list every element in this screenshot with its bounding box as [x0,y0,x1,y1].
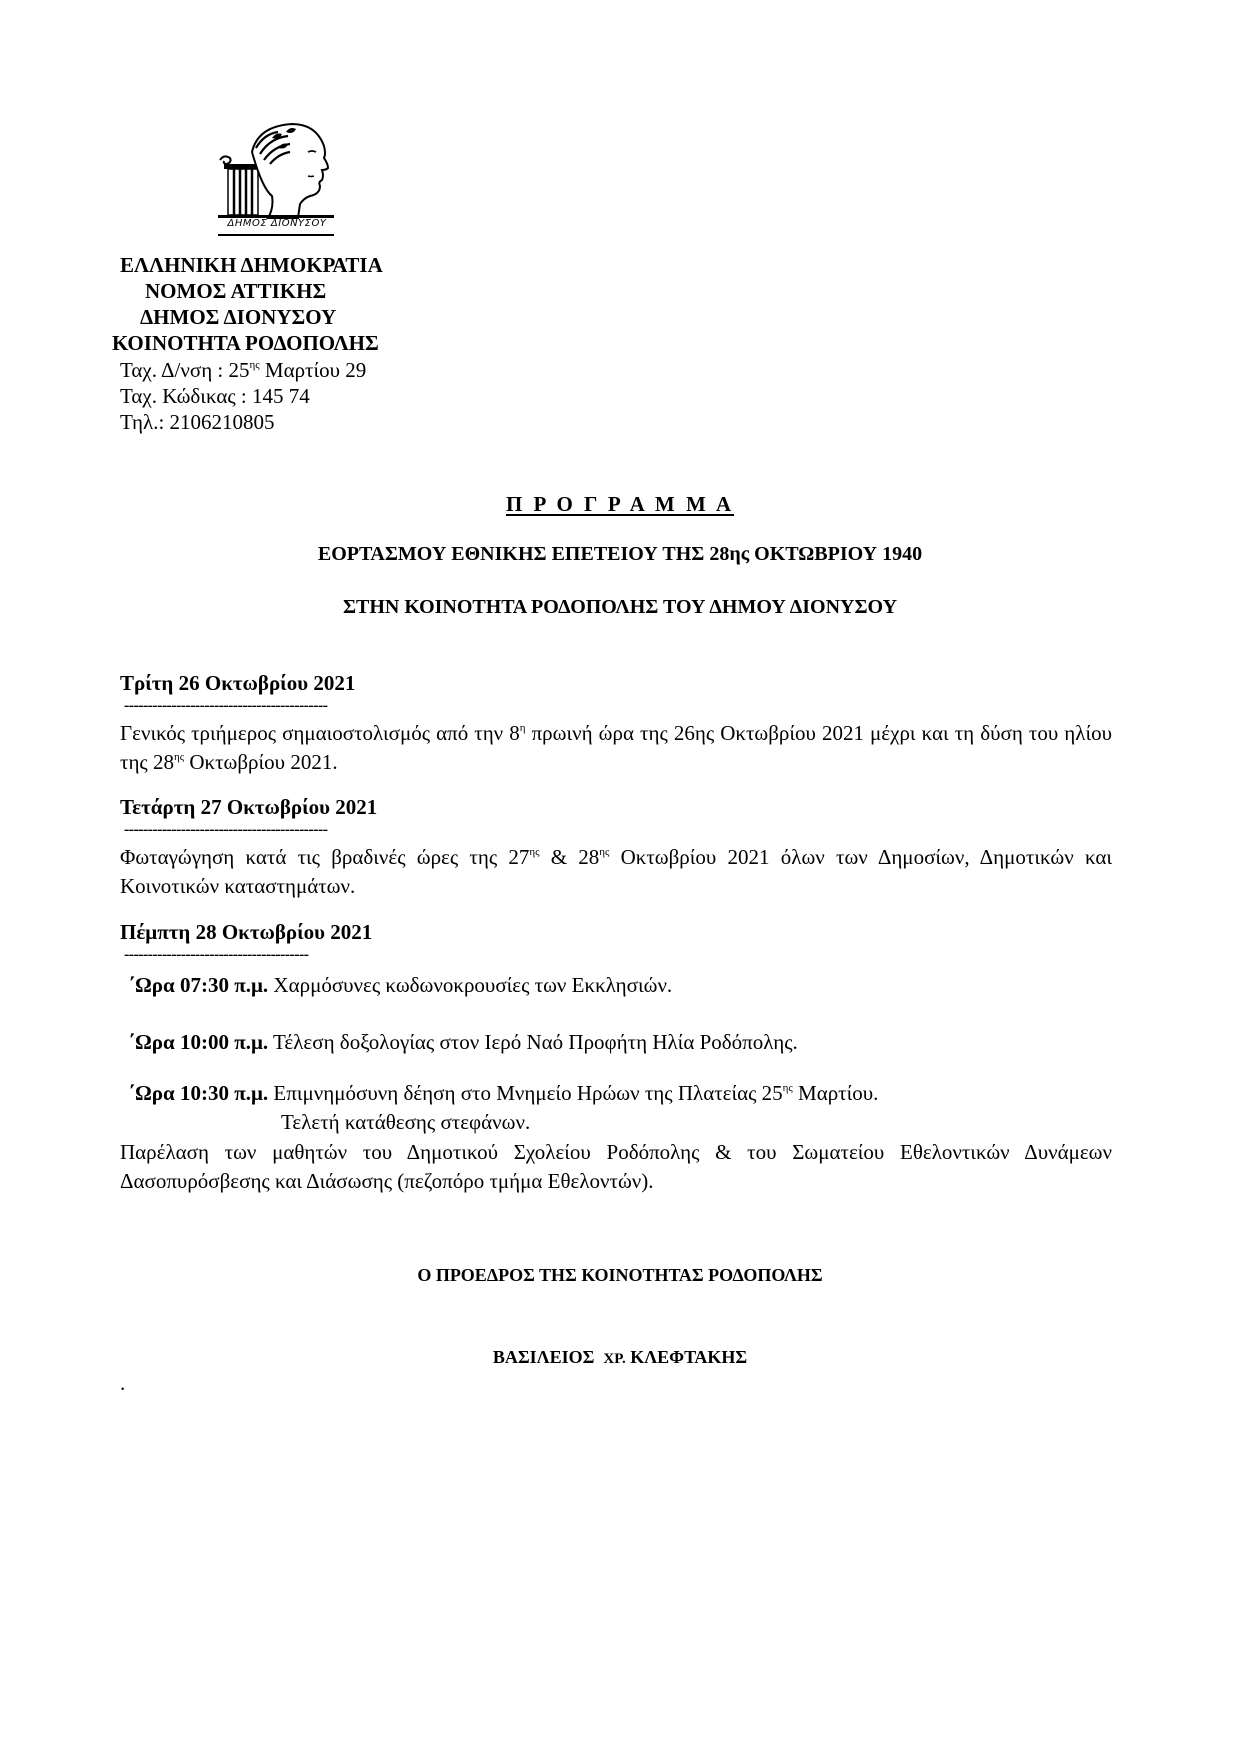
signature-title: Ο ΠΡΟΕΔΡΟΣ ΤΗΣ ΚΟΙΝΟΤΗΤΑΣ ΡΟΔΟΠΟΛΗΣ [417,1265,823,1285]
header-postal-code: Ταχ. Κώδικας : 145 74 [120,384,310,408]
event-wreath: Τελετή κατάθεσης στεφάνων. [281,1110,531,1134]
logo-caption: ΔΗΜΟΣ ΔΙΟΝΥΣΟΥ [227,218,327,229]
event-item: ΄Ωρα 07:30 π.μ. Χαρμόσυνες κωδωνοκρουσίες των Εκκλησιών. [128,973,673,997]
header-prefecture: ΝΟΜΟΣ ΑΤΤΙΚΗΣ [145,279,327,303]
program-subtitle-1: ΕΟΡΤΑΣΜΟΥ ΕΘΝΙΚΗΣ ΕΠΕΤΕΙΟΥ ΤΗΣ 28ης ΟΚΤΩΒΡΙΟΥ 1940 [317,543,923,565]
header-community: ΚΟΙΝΟΤΗΤΑ ΡΟΔΟΠΟΛΗΣ [112,331,379,355]
event-item: ΄Ωρα 10:30 π.μ. Επιμνημόσυνη δέηση στο Μνημείο Ηρώων της Πλατείας $25^{\eta\varsigma}$ Μαρτίου. [128,1081,879,1105]
event-time: ΄Ωρα 10:30 π.μ. [128,1081,269,1105]
day-heading-tuesday: Τρίτη 26 Οκτωβρίου 2021 [120,671,356,695]
day-rule: ------------------------------------------- [124,821,328,838]
day-rule: ------------------------------------------- [124,697,328,714]
logo-underline [218,234,334,236]
header-address: Ταχ. Δ/νση : $25^{\eta\varsigma}$ Μαρτίου 29 [120,358,367,382]
header-municipality: ΔΗΜΟΣ ΔΙΟΝΥΣΟΥ [140,305,337,329]
event-item: ΄Ωρα 10:00 π.μ. Τέλεση δοξολογίας στον Ιερό Ναό Προφήτη Ηλία Ροδόπολης. [128,1030,798,1054]
event-time: ΄Ωρα 07:30 π.μ. [128,973,269,997]
day-rule: --------------------------------------- [124,946,309,963]
header-phone: Τηλ.: 2106210805 [120,410,275,434]
footer-dot: . [120,1371,126,1395]
header-country: ΕΛΛΗΝΙΚΗ ΔΗΜΟΚΡΑΤΙΑ [120,253,383,277]
day-heading-wednesday: Τετάρτη 27 Οκτωβρίου 2021 [120,795,378,819]
day-heading-thursday: Πέμπτη 28 Οκτωβρίου 2021 [120,920,373,944]
day-text-wednesday: Φωταγώγηση κατά τις βραδινές ώρες της $27^{\eta\varsigma}$ & $28^{\eta\varsigma}$ Οκτωβρίου 2021 όλων των Δημοσίων, Δημοτικών και Κοινοτικών καταστημάτων. [120,845,1112,898]
program-subtitle-2: ΣΤΗΝ ΚΟΙΝΟΤΗΤΑ ΡΟΔΟΠΟΛΗΣ ΤΟΥ ΔΗΜΟΥ ΔΙΟΝΥΣΟΥ [342,596,898,618]
event-time: ΄Ωρα 10:00 π.μ. [128,1030,269,1054]
program-title: Π Ρ Ο Γ Ρ Α Μ Μ Α [505,492,735,516]
municipality-logo [212,118,342,242]
event-parade: Παρέλαση των μαθητών του Δημοτικού Σχολείου Ροδόπολης & του Σωματείου Εθελοντικών Δυνάμεων Δασοπυρόσβεσης και Διάσωσης (πεζοπόρο τμήμα Εθελοντών). [120,1140,1112,1193]
day-text-tuesday: Γενικός τριήμερος σημαιοστολισμός από την $8^\eta$ πρωινή ώρα της 26ης Οκτωβρίου 2021 μέχρι και τη δύση του ηλίου της $28^{\eta\varsigma}$ Οκτωβρίου 2021. [120,721,1112,774]
signature-name: ΒΑΣΙΛΕΙΟΣ ΧΡ. ΚΛΕΦΤΑΚΗΣ [492,1347,748,1367]
